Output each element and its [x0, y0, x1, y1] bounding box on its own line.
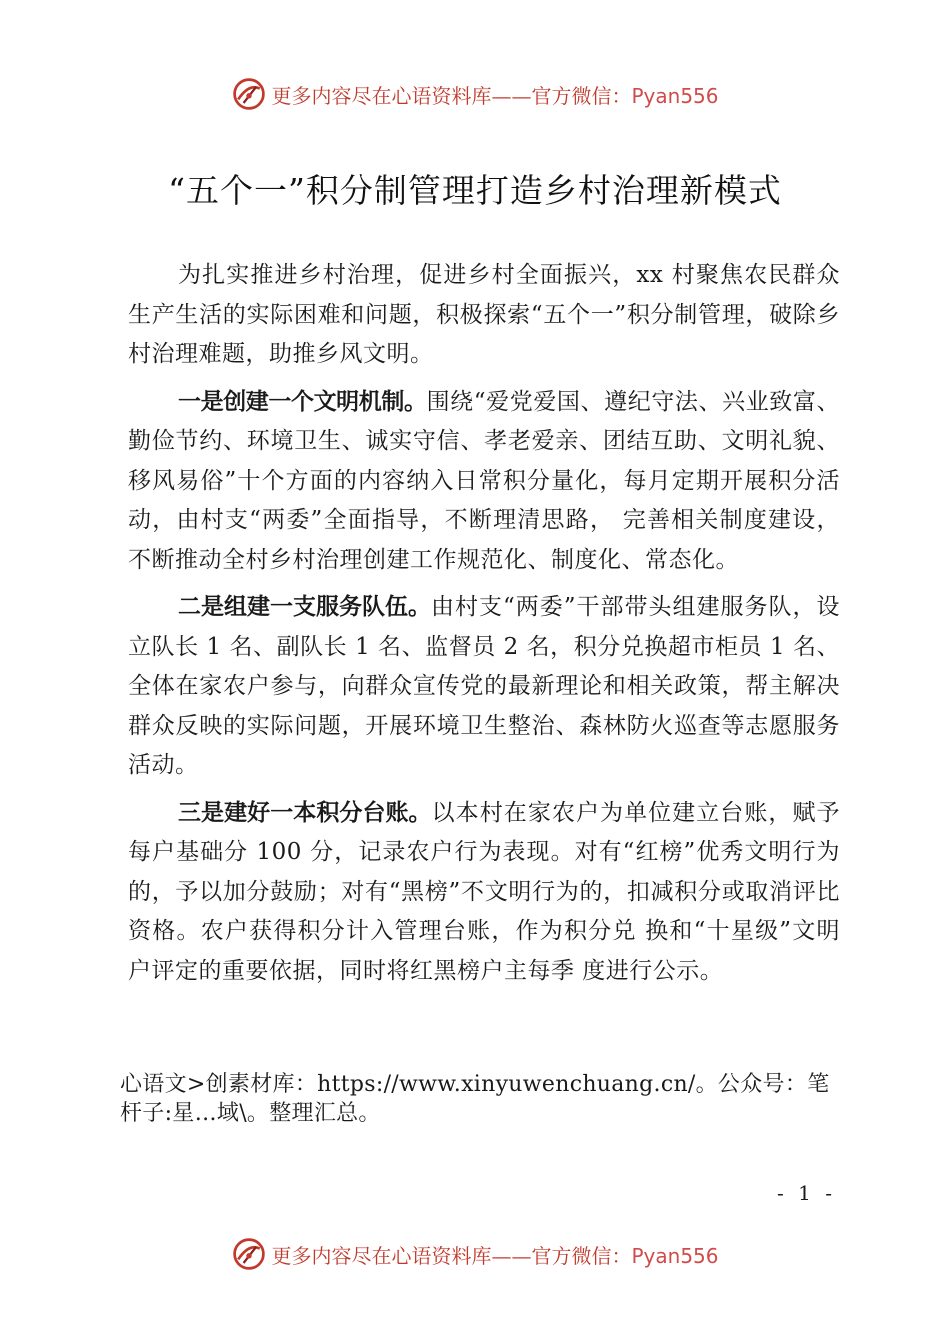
paragraph-1	[128, 383, 840, 581]
header-banner	[0, 72, 950, 116]
footer-banner	[0, 1232, 950, 1276]
source-note: 心语文>创素材库：https://www.xinyuwenchuang.cn/。公众号：笔杆子:星…域\。整理汇总。	[120, 1072, 830, 1126]
paragraph-2	[128, 588, 840, 786]
scroll-logo-icon	[231, 76, 267, 112]
document-title: “五个一”积分制管理打造乡村治理新模式	[168, 171, 782, 210]
scroll-logo-icon	[231, 1236, 267, 1272]
footer-wechat-id: Pyan556	[631, 1243, 719, 1268]
document-body	[128, 256, 840, 999]
header-banner-text: 更多内容尽在心语资料库——官方微信：Pyan556	[271, 83, 719, 108]
paragraph-3-lead: 三是建好一本积分台账。	[178, 799, 432, 826]
paragraph-3	[128, 794, 840, 992]
header-wechat-id: Pyan556	[631, 83, 719, 108]
paragraph-1-text: 围绕“爱党爱国、遵纪守法、兴业致富、勤俭节约、环境卫生、诚实守信、孝老爱亲、团结互助、文明礼貌、移风易俗”十个方面的内容纳入日常积分量化，每月定期开展积分活动，由村支“两委”全面指导，不断理清思路， 完善相关制度建设，不断推动全村乡村治理创建工作规范化、制度化、常态化。	[128, 388, 840, 573]
footer-banner-text: 更多内容尽在心语资料库——官方微信：Pyan556	[271, 1243, 719, 1268]
paragraph-intro-text: 为扎实推进乡村治理，促进乡村全面振兴，xx 村聚焦农民群众生产生活的实际困难和问题，积极探索“五个一”积分制管理，破除乡村治理难题，助推乡风文明。	[128, 262, 840, 367]
paragraph-intro	[128, 256, 840, 375]
paragraph-2-lead: 二是组建一支服务队伍。	[178, 594, 431, 620]
paragraph-1-lead: 一是创建一个文明机制。	[178, 388, 427, 415]
page-number: - 1 -	[777, 1181, 836, 1205]
paragraph-2-text: 由村支“两委”干部带头组建服务队，设立队长 1 名、副队长 1 名、监督员 2 名，积分兑换超市柜员 1 名、全体在家农户参与，向群众宣传党的最新理论和相关政策，帮主解决群众反映的实际问题，开展环境卫生整治、森林防火巡查等志愿服务活动。	[128, 594, 840, 778]
paragraph-3-text: 以本村在家农户为单位建立台账，赋予每户基础分 100 分，记录农户行为表现。对有“红榜”优秀文明行为的，予以加分鼓励；对有“黑榜”不文明行为的，扣减积分或取消评比资格。农户获得积分计入管理台账，作为积分兑 换和“十星级”文明户评定的重要依据，同时将红黑榜户主每季 度进行公示。	[128, 799, 841, 984]
